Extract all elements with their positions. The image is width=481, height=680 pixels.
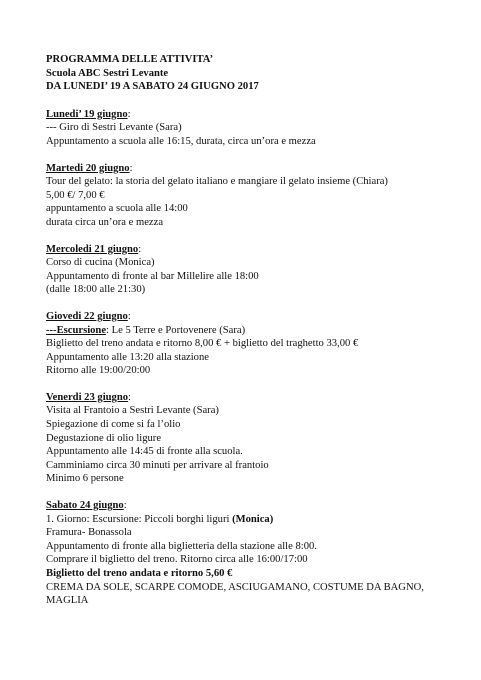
school-name: Scuola ABC Sestri Levante bbox=[46, 67, 169, 79]
activity-line: Ritorno alle 19:00/20:00 bbox=[46, 365, 151, 377]
document-page bbox=[46, 53, 466, 608]
day-title bbox=[46, 499, 466, 513]
activity-line bbox=[46, 513, 466, 527]
program-title: PROGRAMMA DELLE ATTIVITA’ bbox=[46, 54, 214, 65]
activity-line: appuntamento a scuola alle 14:00 bbox=[46, 203, 188, 215]
activity-line: Appuntamento di fronte al bar Millelire alle 18:00 bbox=[46, 270, 259, 282]
day-title-colon: : bbox=[138, 243, 142, 255]
day-title bbox=[46, 243, 466, 257]
day-title-text: Lunedi’ 19 giugno bbox=[46, 108, 128, 120]
gear-list-line: CREMA DA SOLE, SCARPE COMODE, ASCIUGAMANO, COSTUME DA BAGNO, bbox=[46, 581, 424, 593]
day-title-text: Mercoledi 21 giugno bbox=[46, 243, 139, 255]
activity-line: Appuntamento alle 14:45 di fronte alla scuola. bbox=[46, 446, 243, 458]
day-title-colon: : bbox=[127, 108, 131, 120]
activity-line bbox=[46, 324, 466, 338]
activity-line: Corso di cucina (Monica) bbox=[46, 257, 155, 269]
ticket-price bbox=[46, 567, 466, 581]
day-section-saturday bbox=[46, 499, 466, 608]
activity-line: Minimo 6 persone bbox=[46, 473, 124, 485]
excursion-label: ---Escursione bbox=[46, 324, 107, 336]
activity-line: Framura- Bonassola bbox=[46, 527, 132, 539]
day-title-text: Martedi 20 giugno bbox=[46, 162, 130, 174]
excursion-detail: 1. Giorno: Escursione: Piccoli borghi liguri bbox=[46, 513, 233, 525]
activity-line: --- Giro di Sestri Levante (Sara) bbox=[46, 122, 182, 134]
activity-line: Tour del gelato: la storia del gelato italiano e mangiare il gelato insieme (Chiara) bbox=[46, 176, 388, 188]
activity-line: Degustazione di olio ligure bbox=[46, 432, 162, 444]
activity-line: Appuntamento alle 13:20 alla stazione bbox=[46, 351, 209, 363]
guide-name: (Monica) bbox=[232, 513, 274, 525]
day-section-thursday bbox=[46, 310, 466, 378]
day-section-tuesday bbox=[46, 162, 466, 230]
excursion-detail: : Le 5 Terre e Portovenere (Sara) bbox=[106, 324, 246, 336]
day-section-friday bbox=[46, 391, 466, 486]
date-range: DA LUNEDI’ 19 A SABATO 24 GIUGNO 2017 bbox=[46, 81, 259, 93]
activity-line: (dalle 18:00 alle 21:30) bbox=[46, 284, 146, 296]
day-section-monday bbox=[46, 108, 466, 149]
day-title bbox=[46, 162, 466, 176]
day-title-text: Giovedi 22 giugno bbox=[46, 310, 128, 322]
activity-line: Biglietto del treno andata e ritorno 8,00 € + biglietto del traghetto 33,00 € bbox=[46, 338, 359, 350]
document-header bbox=[46, 53, 466, 94]
day-title bbox=[46, 108, 466, 122]
day-section-wednesday bbox=[46, 243, 466, 297]
activity-line: 5,00 €/ 7,00 € bbox=[46, 189, 105, 201]
activity-line: Comprare il biglietto del treno. Ritorno circa alle 16:00/17:00 bbox=[46, 554, 308, 566]
day-title-text: Venerdi 23 giugno bbox=[46, 391, 129, 403]
day-title bbox=[46, 391, 466, 405]
gear-list-line: MAGLIA bbox=[46, 595, 89, 607]
day-title bbox=[46, 310, 466, 324]
activity-line: durata circa un’ora e mezza bbox=[46, 216, 164, 228]
activity-line: Appuntamento di fronte alla biglietteria della stazione alle 8:00. bbox=[46, 540, 317, 552]
ticket-price-text: Biglietto del treno andata e ritorno 5,60 € bbox=[46, 568, 233, 579]
activity-line: Camminiamo circa 30 minuti per arrivare al frantoio bbox=[46, 459, 269, 471]
activity-line: Visita al Frantoio a Sestri Levante (Sara) bbox=[46, 405, 219, 417]
day-title-colon: : bbox=[127, 310, 131, 322]
day-title-colon: : bbox=[128, 391, 131, 403]
activity-line: Spiegazione di come si fa l’olio bbox=[46, 419, 181, 431]
activity-line: Appuntamento a scuola alle 16:15, durata, circa un’ora e mezza bbox=[46, 135, 316, 147]
day-title-colon: : bbox=[129, 162, 133, 174]
day-title-colon: : bbox=[123, 500, 127, 512]
day-title-text: Sabato 24 giugno bbox=[46, 500, 124, 512]
